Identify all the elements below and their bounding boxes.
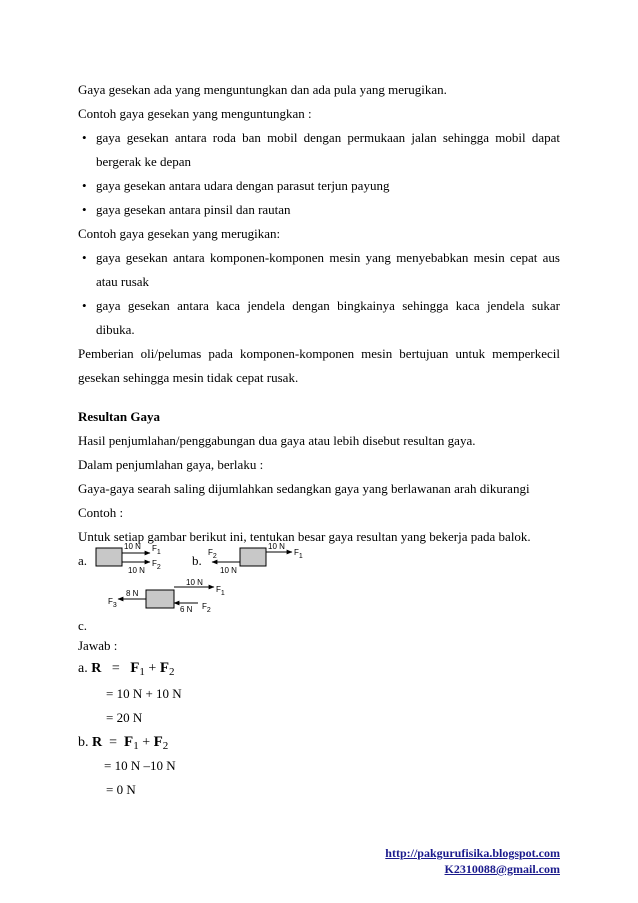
force-label-f3: F3 [108,597,117,609]
bullet-icon: • [82,130,87,145]
definition-text: Hasil penjumlahan/penggabungan dua gaya atau lebih disebut resultan gaya. [78,433,476,448]
oil-line1: Pemberian oli/pelumas pada komponen-komponen mesin bertujuan untuk memperkecil [78,346,560,361]
profit-heading: Contoh gaya gesekan yang menguntungkan : [78,106,312,121]
diagram-a [96,542,161,575]
force-label-f2: F2 [202,602,211,614]
diagram-c [108,578,225,614]
answer-b-label: b. [78,735,89,750]
section-title: Resultan Gaya [78,409,160,424]
profit-item-2: gaya gesekan antara udara dengan parasut terjun payung [96,178,390,193]
answer-b-step1: = 10 N –10 N [104,758,176,773]
diagram-b [208,542,303,575]
answer-heading: Jawab : [78,638,118,653]
loss-item-2-line2: dibuka. [96,322,135,337]
diagram-a-label: a. [78,553,88,568]
example-label: Contoh : [78,505,124,520]
profit-item-1-line1: gaya gesekan antara roda ban mobil dengan permukaan jalan sehingga mobil dapat [96,130,560,145]
force-label-f1: F1 [216,585,225,597]
task-text: Untuk setiap gambar berikut ini, tentukan besar gaya resultan yang bekerja pada balok. [78,529,531,544]
footer-email-link[interactable]: K2310088@gmail.com [444,862,560,876]
answer-b-formula: b. $R = F_1 + F_2$ [78,734,169,752]
bullet-icon: • [82,298,87,313]
loss-item-1-line1: gaya gesekan antara komponen-komponen mesin yang menyebabkan mesin cepat aus [96,250,560,265]
block-b [240,548,266,566]
intro-text: Gaya gesekan ada yang menguntungkan dan ada pula yang merugikan. [78,82,447,97]
force-label-f2-magnitude: 10 N [220,566,237,575]
force-label-f2-magnitude: 10 N [128,566,145,575]
bullet-icon: • [82,202,87,217]
loss-item-1-line2: atau rusak [96,274,150,289]
force-label-f2: F2 [152,559,161,571]
diagram-c-label: c. [78,618,88,633]
loss-item-2-line1: gaya gesekan antara kaca jendela dengan bingkainya sehingga kaca jendela sukar [96,298,560,313]
answer-a-label: a. [78,661,88,676]
force-label-f1-magnitude: 10 N [268,542,285,551]
answer-a-formula: a. R = $F_1 + F_2$ [78,660,175,678]
block-a [96,548,122,566]
rule-intro: Dalam penjumlahan gaya, berlaku : [78,457,264,472]
profit-item-3: gaya gesekan antara pinsil dan rautan [96,202,291,217]
block-c [146,590,174,608]
answer-a-step1: = 10 N + 10 N [106,686,182,701]
rule-text: Gaya-gaya searah saling dijumlahkan sedangkan gaya yang berlawanan arah dikurangi [78,481,530,496]
answer-a-step2: = 20 N [106,710,143,725]
bullet-icon: • [82,178,87,193]
force-label-f3-magnitude: 8 N [126,589,139,598]
diagram-b-label: b. [192,553,202,568]
loss-heading: Contoh gaya gesekan yang merugikan: [78,226,281,241]
force-label-f1-magnitude: 10 N [124,542,141,551]
force-label-f1-magnitude: 10 N [186,578,203,587]
oil-line2: gesekan sehingga mesin tidak cepat rusak. [78,370,299,385]
force-label-f1: F1 [152,544,161,556]
answer-b-step2: = 0 N [106,782,136,797]
bullet-icon: • [82,250,87,265]
footer-url-link[interactable]: http://pakgurufisika.blogspot.com [385,846,560,860]
force-label-f2: F2 [208,548,217,560]
force-label-f1: F1 [294,548,303,560]
force-label-f2-magnitude: 6 N [180,605,193,614]
profit-item-1-line2: bergerak ke depan [96,154,192,169]
